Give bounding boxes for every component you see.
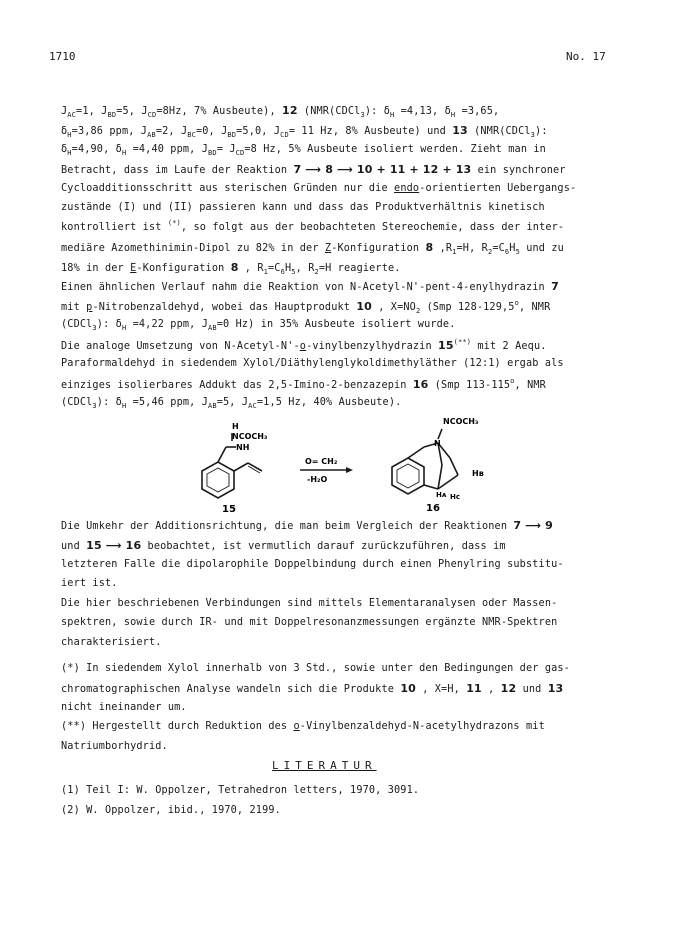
ha-label: Hᴀ: [436, 491, 447, 499]
text-line: spektren, sowie durch IR- und mit Doppelresonanzmessungen ergänzte NMR-Spektren: [61, 617, 558, 628]
text-line: letzteren Falle die dipolarophile Doppelbindung durch einen Phenylring substitu-: [61, 559, 564, 570]
reagent-water-loss: -H₂O: [307, 475, 328, 484]
compound-15-label: 15: [222, 504, 236, 515]
footnote-2: (**) Hergestellt durch Reduktion des o-Vinylbenzaldehyd-N-acetylhydrazons mit: [61, 721, 545, 732]
compound-ref: 12: [282, 104, 298, 117]
text-line: iert ist.: [61, 578, 118, 589]
text-line: mediäre Azomethinimin-Dipol zu 82% in der Z-Konfiguration 8 $,R_1=H$, $R_2=C_6H_5$ und zu: [61, 241, 564, 256]
compound-ref: 13: [452, 124, 468, 137]
text-line: Betracht, dass im Laufe der Reaktion 7 ⟶ 8 ⟶ 10 + 11 + 12 + 13 ein synchroner: [61, 163, 566, 176]
journal-issue-number: No. 17: [566, 50, 606, 63]
reaction-arrow: [346, 467, 353, 473]
reference-item: (2) W. Oppolzer, ibid., 1970, 2199.: [61, 805, 281, 816]
page-number: 1710: [49, 50, 76, 63]
text-line: (CDCl$_3$): $\delta_H =4,22$ ppm, $J_{AB}=0$ Hz) in 35% Ausbeute isoliert wurde.: [61, 319, 456, 332]
text-line: $\delta_H=3,86$ ppm, $J_{AB}=2$, $J_{BC}=0$, $J_{BD}=5,0$, $J_{CD}= 11$ Hz, 8% Ausbeute) und 13 (NMR(CDCl$_3$):: [61, 124, 548, 139]
text-line: mit p-Nitrobenzaldehyd, wobei das Hauptprodukt 10 , $X=NO_2$ (Smp 128-129,5$^o$, NMR: [61, 299, 551, 315]
text-line: chromatographischen Analyse wandeln sich die Produkte 10 , X=H, 11 , 12 und 13: [61, 682, 564, 695]
compound-16-structure: [392, 429, 458, 494]
reagent-formaldehyde: O= CH₂: [305, 457, 338, 466]
footnote-marker: (*): [167, 219, 181, 227]
endo-term: endo: [394, 183, 420, 194]
footnote-marker: (**): [453, 338, 472, 346]
text-line: charakterisiert.: [61, 637, 162, 648]
text-line: (CDCl$_3$): $\delta_H =5,46$ ppm, $J_{AB}=5$, $J_{AC}=1,5$ Hz, 40% Ausbeute).: [61, 397, 402, 410]
text-line: Einen ähnlichen Verlauf nahm die Reaktion von N-Acetyl-N'-pent-4-enylhydrazin 7: [61, 280, 559, 293]
compound-16-label: 16: [426, 503, 440, 514]
reference-item: (1) Teil I: W. Oppolzer, Tetrahedron letters, 1970, 3091.: [61, 785, 420, 796]
text-line: nicht ineinander um.: [61, 702, 187, 713]
text-line: $J_{AC}=1$, $J_{BD}=5$, $J_{CD}=8Hz$, 7% Ausbeute), 12 (NMR(CDCl$_3$): $\delta_H =4,13$, $\delta_H =3,65$,: [61, 104, 500, 119]
text-line: zustände (I) und (II) passieren kann und dass das Produktverhältnis kinetisch: [61, 202, 545, 213]
text-line: Die Umkehr der Additionsrichtung, die man beim Vergleich der Reaktionen 7 ⟶ 9: [61, 519, 553, 532]
ncoch3-label: NCOCH₃: [443, 417, 479, 426]
text-line: $\delta_H=4,90$, $\delta_H =4,40$ ppm, $J_{BD}= J_{CD}=8$ Hz, 5% Ausbeute isoliert werden. Zieht man in: [61, 144, 546, 157]
reaction-scheme: [160, 417, 520, 525]
text-line: Die analoge Umsetzung von N-Acetyl-N'-o-vinylbenzylhydrazin 15(**) mit 2 Aequ.: [61, 338, 547, 352]
ncoch3-label: NCOCH₃: [232, 432, 268, 441]
text-line: und 15 ⟶ 16 beobachtet, ist vermutlich darauf zurückzuführen, dass im: [61, 539, 506, 552]
hb-label: Hʙ: [472, 469, 484, 478]
nh-label: NH: [236, 443, 250, 452]
text-line: 18% in der E-Konfiguration 8 , $R_1=C_6H_5$, $R_2=H$ reagierte.: [61, 261, 401, 276]
n-label: N: [434, 439, 441, 448]
footnote-1: (*) In siedendem Xylol innerhalb von 3 Std., sowie unter den Bedingungen der gas-: [61, 663, 570, 674]
hc-label: Hᴄ: [450, 493, 461, 501]
h-label: H: [232, 422, 239, 431]
text-line: kontrolliert ist (*), so folgt aus der beobachteten Stereochemie, dass der inter-: [61, 219, 565, 233]
compound-15-structure: [202, 433, 262, 498]
literature-heading: LITERATUR: [272, 759, 377, 772]
text-line: Die hier beschriebenen Verbindungen sind mittels Elementaranalysen oder Massen-: [61, 598, 558, 609]
text-line: Cycloadditionsschritt aus sterischen Gründen nur die endo-orientierten Uebergangs-: [61, 183, 577, 194]
text-line: Natriumborhydrid.: [61, 741, 168, 752]
text-line: einziges isolierbares Addukt das 2,5-Imino-2-benzazepin 16 (Smp 113-115$^o$, NMR: [61, 377, 546, 391]
text-line: Paraformaldehyd in siedendem Xylol/Diäthylenglykoldimethyläther (12:1) ergab als: [61, 358, 564, 369]
